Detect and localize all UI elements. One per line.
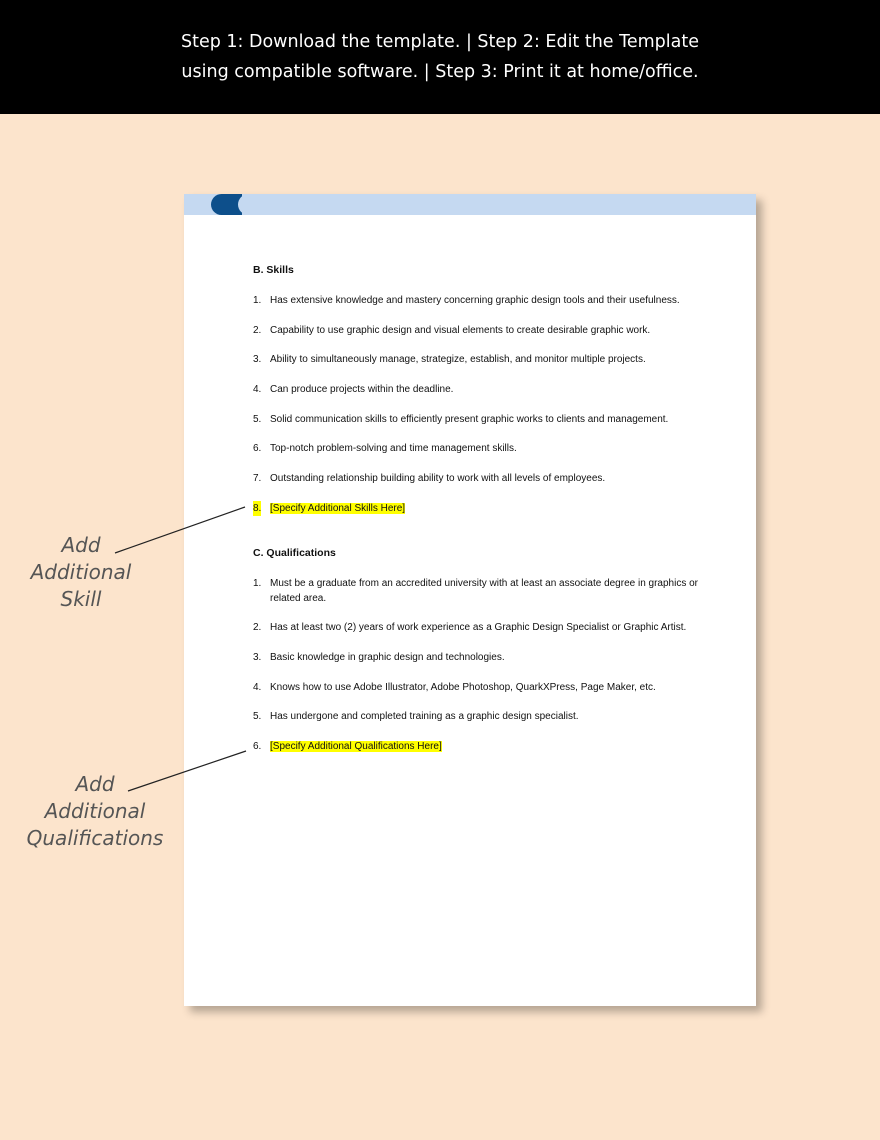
skills-item-number: 2. [253,325,262,336]
skills-item-number: 7. [253,473,262,484]
callout-line: Skill [60,587,102,611]
qualifications-item-text: Knows how to use Adobe Illustrator, Adobe Photoshop, QuarkXPress, Page Maker, etc. [270,682,656,693]
banner-line-1: Step 1: Download the template. | Step 2: Edit the Template [180,32,699,52]
skills-item-text: Outstanding relationship building ability to work with all levels of employees. [270,473,606,484]
skills-item-number: 5. [253,414,262,425]
qualifications-item-text: Basic knowledge in graphic design and technologies. [270,652,505,663]
qualifications-item-number: 4. [253,682,262,693]
qualifications-item-number: 2. [253,622,262,633]
callout-line: Additional [44,799,146,823]
skills-item-text: Has extensive knowledge and mastery concerning graphic design tools and their usefulness. [270,295,680,306]
callout-line: Add [61,533,101,557]
skills-item-number: 4. [253,384,262,395]
skills-item-text: Capability to use graphic design and visual elements to create desirable graphic work. [270,325,651,336]
skills-item-text: Ability to simultaneously manage, strategize, establish, and monitor multiple projects. [270,354,646,365]
skills-item-number: 1. [253,295,262,306]
add-qualifications-callout [10,771,180,852]
skills-item-text: Top-notch problem-solving and time management skills. [270,443,517,454]
qualifications-item-number: 1. [253,578,262,589]
skills-item-text: Can produce projects within the deadline. [270,384,454,395]
callout-line: Qualifications [26,826,164,850]
qualifications-item-number: 5. [253,711,262,722]
qualifications-item-number: 3. [253,652,262,663]
skills-item-number: 6. [253,443,262,454]
skills-section-title: B. Skills [253,264,294,276]
skills-item-number: 3. [253,354,262,365]
callout-line: Add [75,772,115,796]
qualifications-section-title: C. Qualifications [253,547,336,559]
callout-line: Additional [30,560,132,584]
skills-item-number: 8. [253,503,262,514]
add-skill-callout [10,532,152,613]
qualifications-placeholder-text[interactable]: [Specify Additional Qualifications Here] [270,741,442,752]
skills-placeholder-text[interactable]: [Specify Additional Skills Here] [270,503,406,514]
qualifications-item-text: Has undergone and completed training as a graphic design specialist. [270,711,579,722]
qualifications-item-text: Has at least two (2) years of work experience as a Graphic Design Specialist or Graphic Artist. [270,622,687,633]
qualifications-item-text: Must be a graduate from an accredited university with at least an associate degree in graphics or related area. [270,578,699,604]
qualifications-item-number: 6. [253,741,262,752]
banner-line-2: using compatible software. | Step 3: Print it at home/office. [181,62,699,82]
skills-item-text: Solid communication skills to efficiently present graphic works to clients and management. [270,414,669,425]
